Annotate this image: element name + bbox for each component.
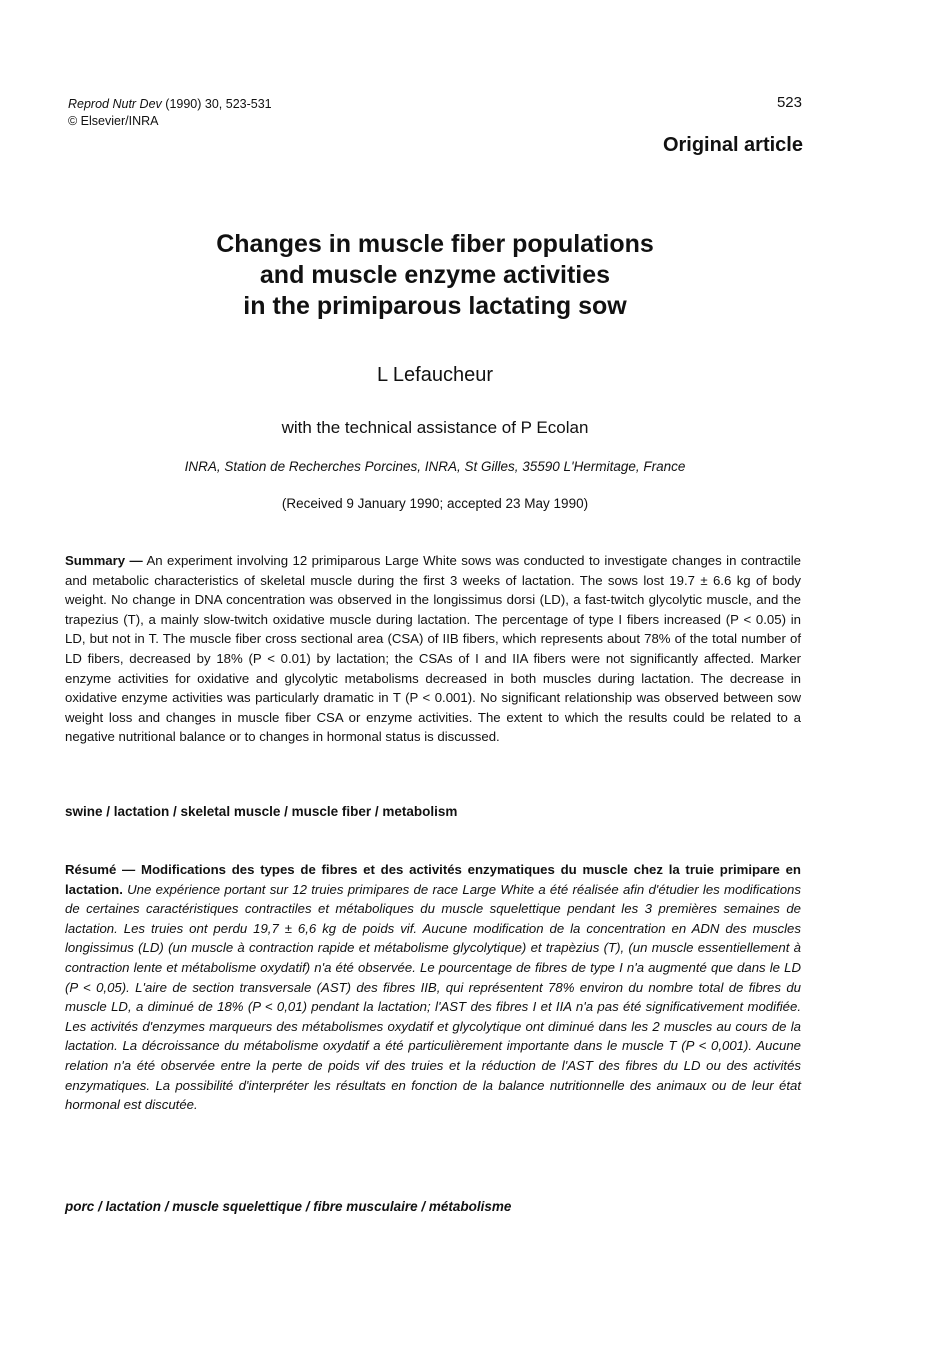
article-type: Original article bbox=[662, 134, 803, 156]
page-number: 523 bbox=[776, 94, 802, 111]
resume-title: Modifications des types de fibres et des activités enzymatiques du muscle chez la truie primipare en lactation. bbox=[65, 862, 801, 897]
affiliation: INRA, Station de Recherches Porcines, INRA, St Gilles, 35590 L'Hermitage, France bbox=[184, 459, 686, 474]
journal-header bbox=[68, 96, 272, 130]
resume-text: Une expérience portant sur 12 truies primipares de race Large White a été réalisée afin d'étudier les modifications de certaines caractéristiques contractiles et métaboliques du muscle squelettique pendant les 3 premières semaines de lactation. Les truies ont perdu 19,7 ± 6,6 kg de poids vif. Aucune modification de la concentration en ADN des muscles longissimus (LD) (un muscle à contraction rapide et métabolisme glycolytique) et trapèzius (T), (un muscle essentiellement à contraction lente et métabolisme oxydatif) n'a été observée. Le pourcentage de fibres de type I n'a augmenté que dans le LD (P < 0,05). L'aire de section transversale (AST) des fibres IIB, qui représentent 78% environ du nombre total de fibres du muscle LD, a diminué de 18% (P < 0,01) pendant la lactation; l'AST des fibres I et IIA n'a pas été significativement modifiée. Les activités d'enzymes marqueurs des métabolismes oxydatif et glycolytique ont diminué dans les 2 muscles au cours de la lactation. La décroissance du métabolisme oxydatif a été particulièrement importante dans le muscle T (P < 0,001). Aucune relation n'a été observée entre la perte de poids vif des truies et la réduction de l'AST des fibres du LD ou des activités enzymatiques. La possibilité d'interpréter les résultats en fonction de la balance nutritionnelle des animaux ou de leur état hormonal est discutée. bbox=[65, 881, 801, 1113]
keywords-french: porc / lactation / muscle squelettique / fibre musculaire / métabolisme bbox=[65, 1199, 512, 1214]
title-line: Changes in muscle fiber populations bbox=[216, 230, 654, 258]
journal-citation-line bbox=[68, 96, 272, 113]
resume-label: Résumé — bbox=[65, 862, 136, 877]
journal-name: Reprod Nutr Dev bbox=[68, 97, 162, 111]
summary-text: An experiment involving 12 primiparous Large White sows was conducted to investigate changes in contractile and metabolic characteristics of skeletal muscle during the first 3 weeks of lactation. The sows lost 19.7 ± 6.6 kg of body weight. No change in DNA concentration was observed in the longissimus dorsi (LD), a fast-twitch glycolytic muscle, and the trapezius (T), a mainly slow-twitch oxidative muscle during lactation. The percentage of type I fibers increased (P < 0.05) in LD, but not in T. The muscle fiber cross sectional area (CSA) of IIB fibers, which represents about 78% of the total number of LD fibers, decreased by 18% (P < 0.01) by lactation; the CSAs of I and IIA fibers were not significantly affected. Marker enzyme activities for oxidative and glycolytic metabolisms decreased in both muscles during lactation. The decrease in oxidative enzyme activities was particularly dramatic in T (P < 0.001). No significant relationship was observed between sow weight loss and changes in muscle fiber CSA or enzyme activities. The extent to which the results could be related to a negative nutritional balance or to changes in hormonal status is discussed. bbox=[65, 553, 801, 745]
keywords-english: swine / lactation / skeletal muscle / muscle fiber / metabolism bbox=[65, 804, 458, 819]
resume-abstract bbox=[65, 860, 801, 1115]
author: L Lefaucheur bbox=[376, 364, 493, 386]
title-line: and muscle enzyme activities bbox=[259, 261, 611, 289]
summary-abstract bbox=[65, 551, 801, 747]
journal-citation: (1990) 30, 523-531 bbox=[165, 97, 272, 111]
title-line: in the primiparous lactating sow bbox=[243, 292, 627, 320]
summary-label: Summary — bbox=[65, 553, 143, 568]
article-title bbox=[0, 229, 870, 322]
technical-assistance: with the technical assistance of P Ecolan bbox=[281, 418, 589, 437]
received-dates: (Received 9 January 1990; accepted 23 May 1990) bbox=[281, 496, 589, 511]
publisher: © Elsevier/INRA bbox=[68, 114, 159, 128]
